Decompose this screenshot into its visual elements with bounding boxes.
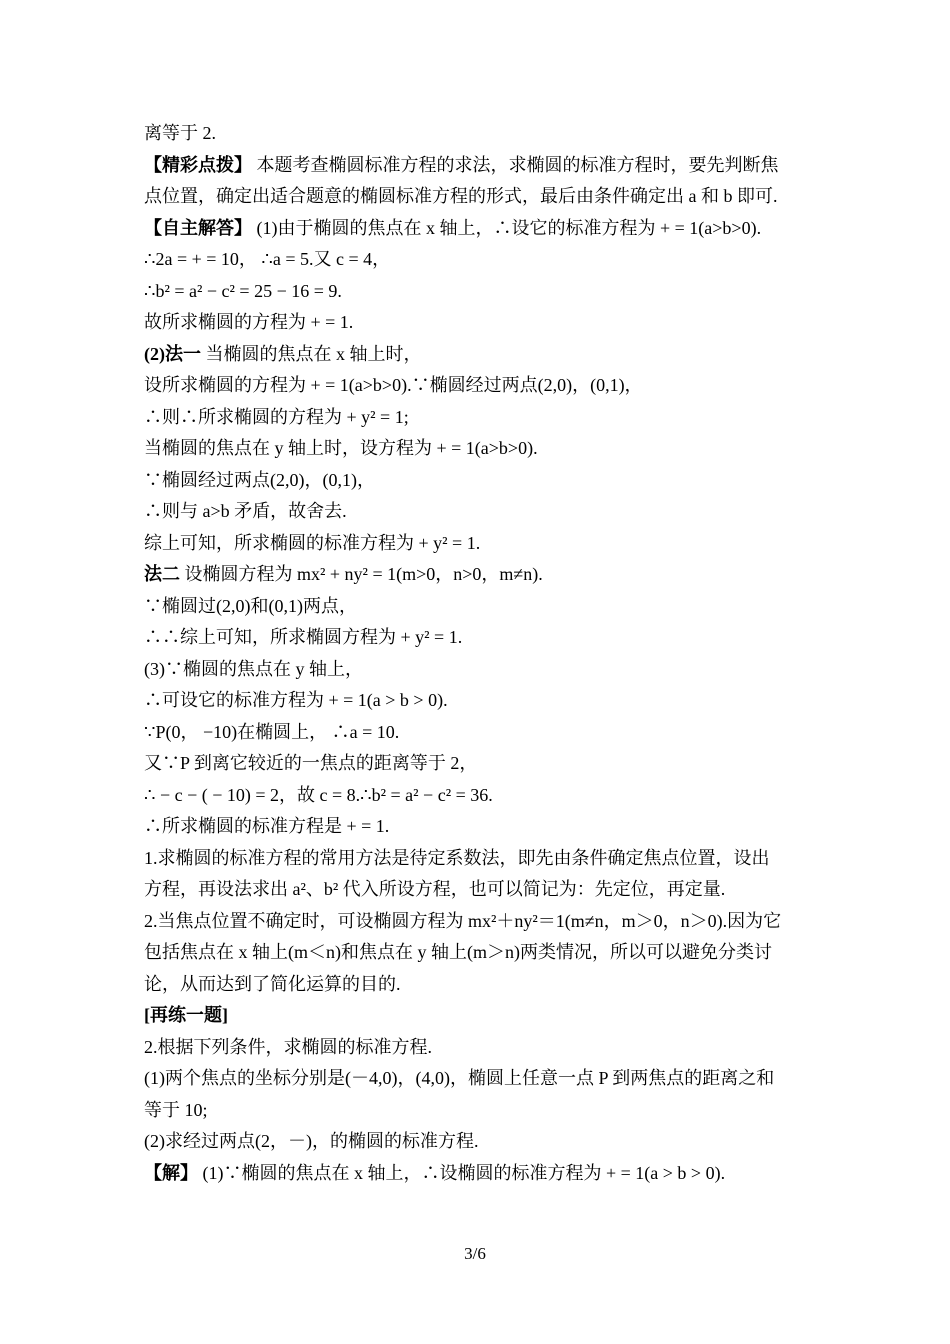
line-text: 论，从而达到了简化运算的目的. xyxy=(144,973,401,994)
text-line xyxy=(144,591,808,623)
line-text: 综上可知，所求椭圆的标准方程为 + y² = 1. xyxy=(144,532,481,553)
line-text: ∵椭圆过(2,0)和(0,1)两点， xyxy=(144,595,357,616)
line-text: 本题考查椭圆标准方程的求法，求椭圆的标准方程时，要先判断焦 xyxy=(252,154,779,175)
line-text: 2.根据下列条件，求椭圆的标准方程. xyxy=(144,1036,432,1057)
text-line xyxy=(144,150,808,182)
line-text: 方程，再设法求出 a²、b² 代入所设方程，也可以简记为：先定位，再定量. xyxy=(144,879,726,899)
line-text: ∴则∴所求椭圆的方程为 + y² = 1; xyxy=(144,406,409,427)
line-text: ∵椭圆经过两点(2,0)，(0,1)， xyxy=(144,469,375,490)
line-text: 又∵P 到离它较近的一焦点的距离等于 2， xyxy=(144,753,478,773)
line-text: 设所求椭圆的方程为 + = 1(a>b>0).∵椭圆经过两点(2,0)，(0,1)， xyxy=(144,375,643,395)
section-label: [再练一题] xyxy=(144,1005,228,1025)
text-line xyxy=(144,181,808,213)
line-text: 点位置，确定出适合题意的椭圆标准方程的形式，最后由条件确定出 a 和 b 即可. xyxy=(144,186,778,206)
text-line xyxy=(144,748,808,780)
line-text: ∴所求椭圆的标准方程是 + = 1. xyxy=(144,816,390,836)
text-line xyxy=(144,906,808,938)
section-label: 【自主解答】 xyxy=(144,217,252,238)
text-line xyxy=(144,339,808,371)
text-line xyxy=(144,1063,808,1095)
text-line xyxy=(144,118,808,150)
text-line xyxy=(144,654,808,686)
line-text: 等于 10; xyxy=(144,1099,208,1120)
section-label: 【解】 xyxy=(144,1162,198,1183)
text-line xyxy=(144,874,808,906)
text-line xyxy=(144,496,808,528)
text-line xyxy=(144,559,808,591)
line-text: (3)∵椭圆的焦点在 y 轴上， xyxy=(144,658,363,679)
line-text: 1.求椭圆的标准方程的常用方法是待定系数法，即先由条件确定焦点位置，设出 xyxy=(144,847,770,868)
line-text: ∴b² = a² − c² = 25 − 16 = 9. xyxy=(144,280,342,301)
line-text: 故所求椭圆的方程为 + = 1. xyxy=(144,312,354,332)
section-label: 【精彩点拨】 xyxy=(144,154,252,175)
text-line xyxy=(144,1126,808,1158)
text-line xyxy=(144,811,808,843)
line-text: ∴可设它的标准方程为 + = 1(a > b > 0). xyxy=(144,690,448,710)
line-text: 离等于 2. xyxy=(144,123,216,143)
text-line xyxy=(144,276,808,308)
text-line xyxy=(144,465,808,497)
text-line xyxy=(144,1095,808,1127)
text-line xyxy=(144,717,808,749)
line-text: 当椭圆的焦点在 y 轴上时，设方程为 + = 1(a>b>0). xyxy=(144,438,538,458)
line-text: ∴2a = + = 10， ∴a = 5.又 c = 4， xyxy=(144,249,391,269)
line-text: 当椭圆的焦点在 x 轴上时， xyxy=(201,343,422,364)
section-label: (2)法一 xyxy=(144,343,201,364)
line-text: ∴则与 a>b 矛盾，故舍去. xyxy=(144,501,347,521)
text-line xyxy=(144,307,808,339)
page-body xyxy=(144,118,808,1189)
line-text: 设椭圆方程为 mx² + ny² = 1(m>0，n>0，m≠n). xyxy=(180,564,543,584)
text-line xyxy=(144,244,808,276)
text-line xyxy=(144,843,808,875)
line-text: (1)∵椭圆的焦点在 x 轴上，∴设椭圆的标准方程为 + = 1(a > b > 0). xyxy=(198,1162,726,1183)
text-line xyxy=(144,622,808,654)
text-line xyxy=(144,1158,808,1190)
text-line xyxy=(144,433,808,465)
line-text: (1)两个焦点的坐标分别是(－4,0)，(4,0)，椭圆上任意一点 P 到两焦点的距离之和 xyxy=(144,1068,775,1088)
line-text: (1)由于椭圆的焦点在 x 轴上，∴设它的标准方程为 + = 1(a>b>0). xyxy=(252,217,762,238)
text-line xyxy=(144,780,808,812)
text-line xyxy=(144,402,808,434)
section-label: 法二 xyxy=(144,564,180,584)
text-line xyxy=(144,213,808,245)
text-line xyxy=(144,1000,808,1032)
line-text: (2)求经过两点(2，－)，的椭圆的标准方程. xyxy=(144,1131,479,1151)
line-text: ∴ − c − ( − 10) = 2，故 c = 8.∴b² = a² − c² = 36. xyxy=(144,784,493,805)
line-text: 包括焦点在 x 轴上(m＜n)和焦点在 y 轴上(m＞n)两类情况，所以可以避免分类讨 xyxy=(144,942,772,962)
text-line xyxy=(144,969,808,1001)
text-line xyxy=(144,937,808,969)
text-line xyxy=(144,685,808,717)
text-line xyxy=(144,370,808,402)
page-number: 3/6 xyxy=(464,1244,486,1263)
line-text: ∴∴综上可知，所求椭圆方程为 + y² = 1. xyxy=(144,627,463,647)
line-text: 2.当焦点位置不确定时，可设椭圆方程为 mx²＋ny²＝1(m≠n，m＞0，n＞0).因为它 xyxy=(144,910,782,931)
text-line xyxy=(144,1032,808,1064)
line-text: ∵P(0， −10)在椭圆上， ∴a = 10. xyxy=(144,721,400,742)
text-line xyxy=(144,528,808,560)
